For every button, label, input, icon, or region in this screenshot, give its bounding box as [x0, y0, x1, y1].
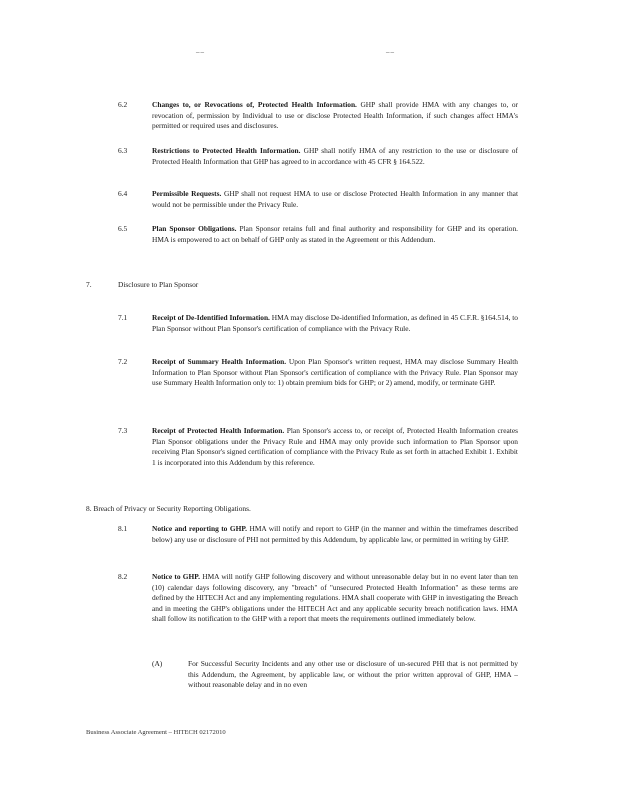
section-title: Notice to GHP. [152, 572, 200, 581]
section-6-2 [152, 100, 518, 132]
section-6-5 [152, 224, 518, 245]
section-text: Upon Plan Sponsor's written request, HMA may disclose Summary Health Information to Plan Sponsor without Plan Sponsor's certification of compliance with the Privacy Rule. Plan Sponsor may use Summary Health Information only to: 1) obtain premium bids for GHP; or 2) amend, modify, or terminate GHP. [152, 357, 518, 388]
section-number: 6.3 [118, 146, 128, 155]
section-title: Receipt of Summary Health Information. [152, 357, 287, 366]
section-number: 8.1 [118, 524, 128, 533]
section-number: 7.1 [118, 313, 128, 322]
section-8-1 [152, 524, 518, 545]
section-title: Plan Sponsor Obligations. [152, 224, 237, 233]
header-mark-left: __ [196, 46, 205, 54]
section-number: 6.4 [118, 189, 128, 198]
section-number: 7.2 [118, 357, 128, 366]
section-6-3 [152, 146, 518, 167]
section-number: 6.2 [118, 100, 128, 109]
section-text: HMA will notify GHP following discovery and without unreasonable delay but in no event later than ten (10) calendar days following discovery, any "breach" of "unsecured Protected Health Information" as these terms are defined by the HITECH Act and any implementing regulations. HMA shall cooperate with GHP in investigating the Breach and in meeting the GHP's obligations under the HITECH Act and any applicable security breach notification laws. HMA shall follow its notification to the GHP with a report that meets the requirements outlined immediately below. [152, 572, 518, 624]
section-title: Changes to, or Revocations of, Protected Health Information. [152, 100, 357, 109]
section-number: 6.5 [118, 224, 128, 233]
section-text: Plan Sponsor retains full and final authority and responsibility for GHP and its operation. HMA is empowered to act on behalf of GHP only as stated in the Agreement or this Addendum. [152, 224, 518, 244]
section-title: Permissible Requests. [152, 189, 222, 198]
section-8-title: 8. Breach of Privacy or Security Reporting Obligations. [86, 504, 251, 513]
section-7-2 [152, 357, 518, 389]
section-text: HMA will notify and report to GHP (in the manner and within the timeframes described below) any use or disclosure of PHI not permitted by this Addendum, by applicable law, or permitted in writing by GHP. [152, 524, 519, 544]
section-7-number: 7. [86, 280, 92, 289]
page-footer: Business Associate Agreement – HITECH 02172010 [86, 729, 226, 736]
subitem-label: (A) [152, 659, 163, 668]
section-7-title: Disclosure to Plan Sponsor [118, 280, 199, 289]
section-text: GHP shall not request HMA to use or disclose Protected Health Information in any manner that would not be permissible under the Privacy Rule. [152, 189, 519, 209]
section-text: GHP shall provide HMA with any changes to, or revocation of, permission by Individual to use or disclose Protected Health Information, if such changes affect HMA's permitted or required uses and disclosures. [152, 100, 519, 131]
section-8-2 [152, 572, 518, 625]
section-title: Receipt of Protected Health Information. [152, 426, 285, 435]
section-7-1 [152, 313, 518, 334]
section-number: 8.2 [118, 572, 128, 581]
section-text: GHP shall notify HMA of any restriction to the use or disclosure of Protected Health Information that GHP has agreed to in accordance with 45 CFR § 164.522. [152, 146, 518, 166]
section-text: Plan Sponsor's access to, or receipt of, Protected Health Information creates Plan Sponsor obligations under the Privacy Rule and HMA may only provide such information to Plan Sponsor upon receiving Plan Sponsor's signed certification of compliance with the Privacy Rule as set forth in attached Exhibit 1. Exhibit 1 is incorporated into this Addendum by this reference. [152, 426, 518, 467]
section-title: Restrictions to Protected Health Information. [152, 146, 301, 155]
section-title: Notice and reporting to GHP. [152, 524, 248, 533]
section-number: 7.3 [118, 426, 128, 435]
section-7-3 [152, 426, 518, 468]
header-mark-right: __ [386, 46, 395, 54]
subitem-text: For Successful Security Incidents and any other use or disclosure of un-secured PHI that is not permitted by this Addendum, the Agreement, by applicable law, or without the prior written approval of GHP, HMA – without reasonable delay and in no even [188, 659, 518, 690]
section-text: HMA may disclose De-identified Information, as defined in 45 C.F.R. §164.514, to Plan Sponsor without Plan Sponsor's certification of compliance with the Privacy Rule. [152, 313, 518, 333]
section-title: Receipt of De-Identified Information. [152, 313, 270, 322]
section-6-4 [152, 189, 518, 210]
